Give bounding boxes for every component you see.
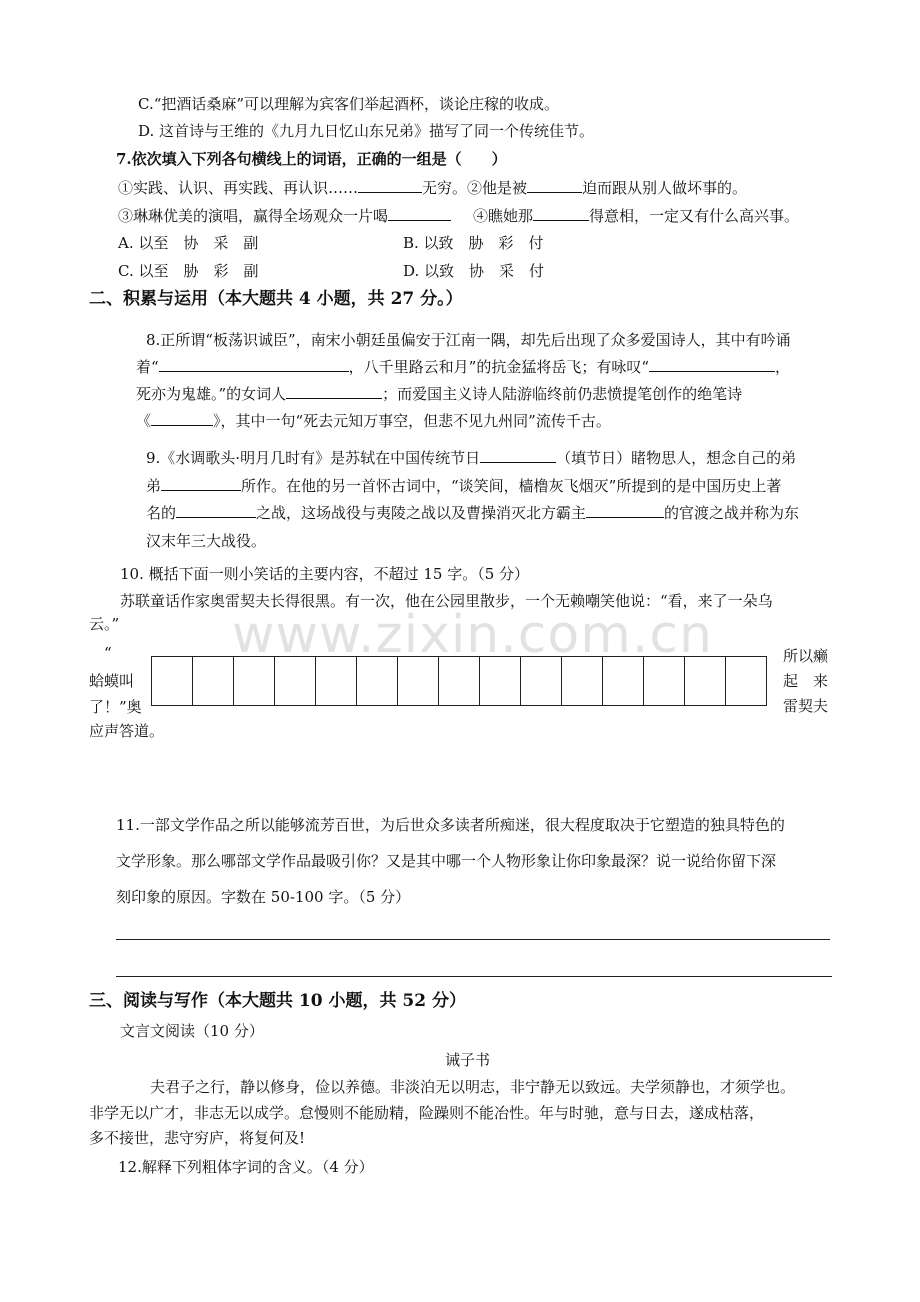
q11-line-2: 文学形象。那么哪部文学作品最吸引你？又是其中哪一个人物形象让你印象最深？说一说给你留下深 <box>116 852 777 870</box>
answer-grid-cell[interactable] <box>316 656 357 706</box>
answer-grid-cell[interactable] <box>234 656 275 706</box>
q10-passage-line-1: 苏联童话作家奥雷契夫长得很黑。有一次，他在公园里散步，一个无赖嘲笑他说：“看，来了一朵乌 <box>120 592 773 610</box>
q11-line-3: 刻印象的原因。字数在 50-100 字。（5 分） <box>116 888 411 906</box>
q7-sentence-1 <box>118 178 747 198</box>
q7-option-c: C. 以至 胁 彩 副 <box>118 262 259 280</box>
q10-left-text-4: 应声答道。 <box>89 722 165 740</box>
q9-l1-part2: （填节日）睹物思人，想念自己的弟 <box>556 449 797 467</box>
answer-blank[interactable] <box>480 448 556 463</box>
section-3-heading: 三、阅读与写作（本大题共 10 小题，共 52 分） <box>89 991 466 1011</box>
q9-l2-part2: 所作。在他的另一首怀古词中，“谈笑间，樯橹灰飞烟灭”所提到的是中国历史上著 <box>241 477 782 495</box>
answer-blank[interactable] <box>649 357 775 372</box>
answer-blank[interactable] <box>161 476 241 491</box>
answer-grid-cell[interactable] <box>193 656 234 706</box>
answer-line[interactable] <box>116 939 830 940</box>
q7-option-b: B. 以致 胁 彩 付 <box>403 234 544 252</box>
q8-l2-part1: 着“ <box>136 358 159 376</box>
q8-line-2 <box>136 357 790 377</box>
answer-blank[interactable] <box>358 178 422 193</box>
q10-left-text-3: 了！”奥 <box>89 698 142 716</box>
passage-line-2: 非学无以广才，非志无以成学。怠慢则不能励精，险躁则不能冶性。年与时驰，意与日去，遂成枯落， <box>89 1104 765 1122</box>
q7-s1-part2: 无穷。②他是被 <box>422 179 528 197</box>
answer-grid <box>151 656 767 706</box>
passage-title: 诫子书 <box>445 1051 491 1069</box>
q9-l3-part1: 名的 <box>146 504 177 522</box>
q8-line-3 <box>136 384 742 404</box>
q10-stem: 10. 概括下面一则小笑话的主要内容，不超过 15 字。（5 分） <box>120 565 530 583</box>
q10-passage-line-2: 云。” <box>89 615 120 633</box>
q8-line-4 <box>136 411 611 431</box>
q12-stem: 12.解释下列粗体字词的含义。（4 分） <box>118 1158 374 1176</box>
answer-grid-cell[interactable] <box>603 656 644 706</box>
answer-grid-cell[interactable] <box>480 656 521 706</box>
q8-l3-part2: ；而爱国主义诗人陆游临终前仍悲愤提笔创作的绝笔诗 <box>382 385 743 403</box>
q9-line-3 <box>146 503 799 523</box>
answer-grid-cell[interactable] <box>357 656 398 706</box>
answer-grid-cell[interactable] <box>398 656 439 706</box>
q9-l3-part3: 的官渡之战并称为东 <box>664 504 800 522</box>
answer-blank[interactable] <box>159 357 349 372</box>
q9-line-2 <box>146 476 781 496</box>
answer-grid-cell[interactable] <box>685 656 726 706</box>
answer-line[interactable] <box>116 976 832 977</box>
watermark: www.zixin.com.cn <box>232 605 713 665</box>
q9-l3-part2: 之战，这场战役与夷陵之战以及曹操消灭北方霸主 <box>256 504 587 522</box>
answer-blank[interactable] <box>533 206 589 221</box>
q7-s1-part1: ①实践、认识、再实践、再认识…… <box>118 179 359 197</box>
q8-l2-part2: ，八千里路云和月”的抗金猛将岳飞；有咏叹“ <box>348 358 650 376</box>
passage-line-3: 多不接世，悲守穷庐，将复何及! <box>89 1129 306 1147</box>
q6-option-d: D. 这首诗与王维的《九月九日忆山东兄弟》描写了同一个传统佳节。 <box>138 122 595 140</box>
section-3-subheading: 文言文阅读（10 分） <box>120 1022 264 1040</box>
q8-line-1: 8.正所谓“板荡识诚臣”，南宋小朝廷虽偏安于江南一隅，却先后出现了众多爱国诗人，其中有吟诵 <box>146 331 791 349</box>
q9-l1-part1: 9.《水调歌头·明月几时有》是苏轼在中国传统节日 <box>146 449 481 467</box>
q10-left-text-1: “ <box>104 644 112 662</box>
q8-l4-part1: 《 <box>136 412 152 430</box>
answer-blank[interactable] <box>176 503 256 518</box>
answer-grid-cell[interactable] <box>152 656 193 706</box>
q6-option-c: C.“把酒话桑麻”可以理解为宾客们举起酒杯，谈论庄稼的收成。 <box>138 95 560 113</box>
q7-option-a: A. 以至 协 采 副 <box>118 234 259 252</box>
section-2-heading: 二、积累与运用（本大题共 4 小题，共 27 分。） <box>89 289 463 309</box>
answer-grid-cell[interactable] <box>726 656 767 706</box>
q11-line-1: 11.一部文学作品之所以能够流芳百世，为后世众多读者所痴迷，很大程度取决于它塑造的独具特色的 <box>116 816 785 834</box>
q7-s4-part2: 得意相，一定又有什么高兴事。 <box>589 207 800 225</box>
q9-l2-part1: 弟 <box>146 477 162 495</box>
q7-s4-part1: ④瞧她那 <box>473 207 534 225</box>
q7-stem: 7.依次填入下列各句横线上的词语，正确的一组是（ ） <box>116 150 507 168</box>
answer-grid-cell[interactable] <box>275 656 316 706</box>
answer-grid-cell[interactable] <box>439 656 480 706</box>
q9-line-4: 汉末年三大战役。 <box>146 532 267 550</box>
answer-grid-cell[interactable] <box>562 656 603 706</box>
q7-sentence-3 <box>118 206 799 226</box>
q7-s1-part3: 迫而跟从别人做坏事的。 <box>582 179 748 197</box>
answer-blank[interactable] <box>151 411 213 426</box>
q10-right-text-1: 所以癞 <box>783 647 829 665</box>
q9-line-1 <box>146 448 796 468</box>
q8-l3-part1: 死亦为鬼雄。”的女词人 <box>136 385 287 403</box>
q8-l4-part2: 》，其中一句“死去元知万事空，但悲不见九州同”流传千古。 <box>213 412 611 430</box>
answer-blank[interactable] <box>388 206 451 221</box>
q7-s3-part1: ③琳琳优美的演唱，赢得全场观众一片喝 <box>118 207 389 225</box>
answer-blank[interactable] <box>586 503 664 518</box>
q8-l2-part3: ， <box>775 358 791 376</box>
q7-option-d: D. 以致 协 采 付 <box>403 262 545 280</box>
passage-line-1: 夫君子之行，静以修身，俭以养德。非淡泊无以明志，非宁静无以致远。夫学须静也，才须学也。 <box>150 1078 796 1096</box>
q10-right-text-3: 雷契夫 <box>783 697 829 715</box>
answer-blank[interactable] <box>286 384 382 399</box>
q10-left-text-2: 蛤蟆叫 <box>89 672 135 690</box>
answer-grid-cell[interactable] <box>644 656 685 706</box>
q10-right-text-2: 起 来 <box>783 672 829 690</box>
answer-blank[interactable] <box>527 178 582 193</box>
answer-grid-cell[interactable] <box>521 656 562 706</box>
